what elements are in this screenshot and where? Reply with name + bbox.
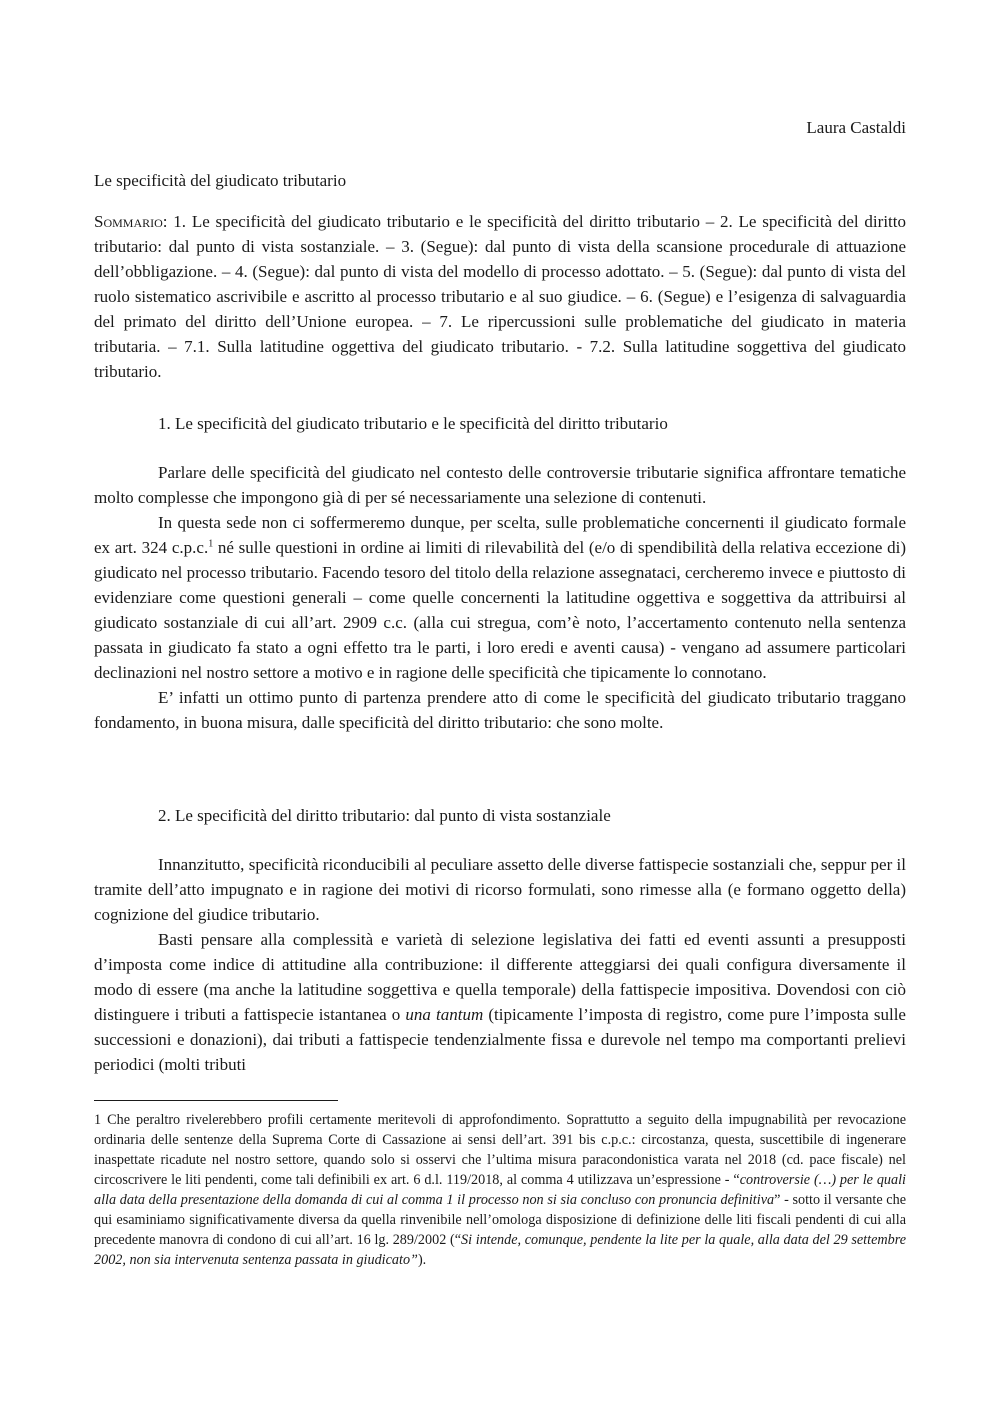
paragraph-text: Basti pensare alla complessità e varietà di selezione legislativa dei fatti ed eventi assunti a presupposti d’imposta come indice di attitudine alla contribuzione: il differente atteggiarsi dei quali configura diversamente il modo di essere (ma anche la latitudine soggettiva e quella temporale) della fattispecie impositiva. Dovendosi con ciò distinguere i tributi a fattispecie istantanea o <box>94 930 906 1024</box>
footnote-number: 1 <box>94 1112 102 1128</box>
footnote-reference[interactable]: 1 <box>208 538 214 550</box>
summary-text: : 1. Le specificità del giudicato tributario e le specificità del diritto tributario – 2. Le specificità del diritto tributario: dal punto di vista sostanziale. – 3. (Segue): dal punto di vista della scansione procedurale di attuazione dell’obbligazione. – 4. (Segue): dal punto di vista del modello di processo adottato. – 5. (Segue): dal punto di vista del ruolo sistematico ascrivibile e ascritto al processo tributario e al suo giudice. – 6. (Segue) e l’esigenza di salvaguardia del primato del diritto dell’Unione europea. – 7. Le ripercussioni sulle problematiche del giudicato in materia tributaria. – 7.1. Sulla latitudine oggettiva del giudicato tributario. - 7.2. Sulla latitudine soggettiva del giudicato tributario. <box>94 212 906 381</box>
section-1-paragraph-2 <box>94 510 906 685</box>
footnote-text: ). <box>417 1252 427 1268</box>
summary-label: Sommario <box>94 212 163 231</box>
footnote-text: ” - sotto il versante che qui esaminiamo significativamente diversa da quella rinvenibile nell’omologa disposizione di definizione delle liti fiscali pendenti di cui alla precedente manovra di condono di cui all’art. 16 lg. 289/2002 (“ <box>94 1192 906 1248</box>
section-1-body <box>94 460 906 735</box>
author-name: Laura Castaldi <box>806 118 906 137</box>
footnote-text: Che peraltro rivelerebbero profili certamente meritevoli di approfondimento. Soprattutto a seguito della impugnabilità per revocazione ordinaria delle sentenze della Suprema Corte di Cassazione ai sensi dell’art. 391 bis c.p.c.: circostanza, questa, suscettibile di ingenerare inaspettate ricadute nel nostro settore, quando solo si osservi che l’ultima misura paracondonistica varata nel 2018 (cd. pace fiscale) nel circoscrivere le liti pendenti, come tali definibili ex art. 6 d.l. 119/2018, al comma 4 utilizzava un’espressione - “ <box>94 1112 906 1188</box>
paragraph-text: In questa sede non ci soffermeremo dunque, per scelta, sulle problematiche concernenti il giudicato formale ex art. 324 c.p.c. <box>94 513 906 557</box>
paragraph-text: (tipicamente l’imposta di registro, come pure l’imposta sulle successioni e donazioni), dai tributi a fattispecie tendenzialmente fissa e durevole nel tempo ma comportanti prelievi periodici (molti tributi <box>94 1005 906 1074</box>
emphasis-text: una tantum <box>405 1005 484 1024</box>
footnote-quote: controversie (…) per le quali alla data della presentazione della domanda di cui al comma 1 il processo non si sia concluso con pronuncia definitiva <box>94 1172 906 1208</box>
footnote-quote: Si intende, comunque, pendente la lite per la quale, alla data del 29 settembre 2002, non sia intervenuta sentenza passata in giudicato” <box>94 1232 906 1268</box>
section-2-paragraph-1: Innanzitutto, specificità riconducibili al peculiare assetto delle diverse fattispecie sostanziali che, seppur per il tramite dell’atto impugnato e in ragione dei motivi di ricorso formulati, sono rimesse alla (e formano oggetto della) cognizione del giudice tributario. <box>94 855 906 924</box>
section-1-paragraph-3: E’ infatti un ottimo punto di partenza prendere atto di come le specificità del giudicato tributario traggano fondamento, in buona misura, dalle specificità del diritto tributario: che sono molte. <box>94 688 906 732</box>
section-2-body <box>94 852 906 1077</box>
paper-title: Le specificità del giudicato tributario <box>94 171 347 190</box>
footnote-separator <box>94 1100 338 1101</box>
section-2-paragraph-2 <box>94 927 906 1077</box>
paragraph-text: né sulle questioni in ordine ai limiti di rilevabilità del (e/o di spendibilità della relativa eccezione di) giudicato nel processo tributario. Facendo tesoro del titolo della relazione assegnataci, cercheremo invece e piuttosto di evidenziare come questioni generali – come quelle concernenti la latitudine oggettiva e soggettiva da attribuirsi al giudicato sostanziale di cui all’art. 2909 c.c. (alla cui stregua, com’è noto, l’accertamento contenuto nella sentenza passata in giudicato fa stato a ogni effetto tra le parti, i loro eredi e aventi causa) - vengano ad assumere particolari declinazioni nel nostro settore a motivo e in ragione delle specificità che tipicamente lo connotano. <box>94 538 906 682</box>
section-1-paragraph-1: Parlare delle specificità del giudicato nel contesto delle controversie tributarie significa affrontare tematiche molto complesse che impongono già di per sé necessariamente una selezione di contenuti. <box>94 463 906 507</box>
summary <box>94 209 906 384</box>
section-2-heading: 2. Le specificità del diritto tributario: dal punto di vista sostanziale <box>158 806 611 825</box>
footnote-1 <box>94 1110 906 1270</box>
section-1-heading: 1. Le specificità del giudicato tributario e le specificità del diritto tributario <box>158 414 668 433</box>
